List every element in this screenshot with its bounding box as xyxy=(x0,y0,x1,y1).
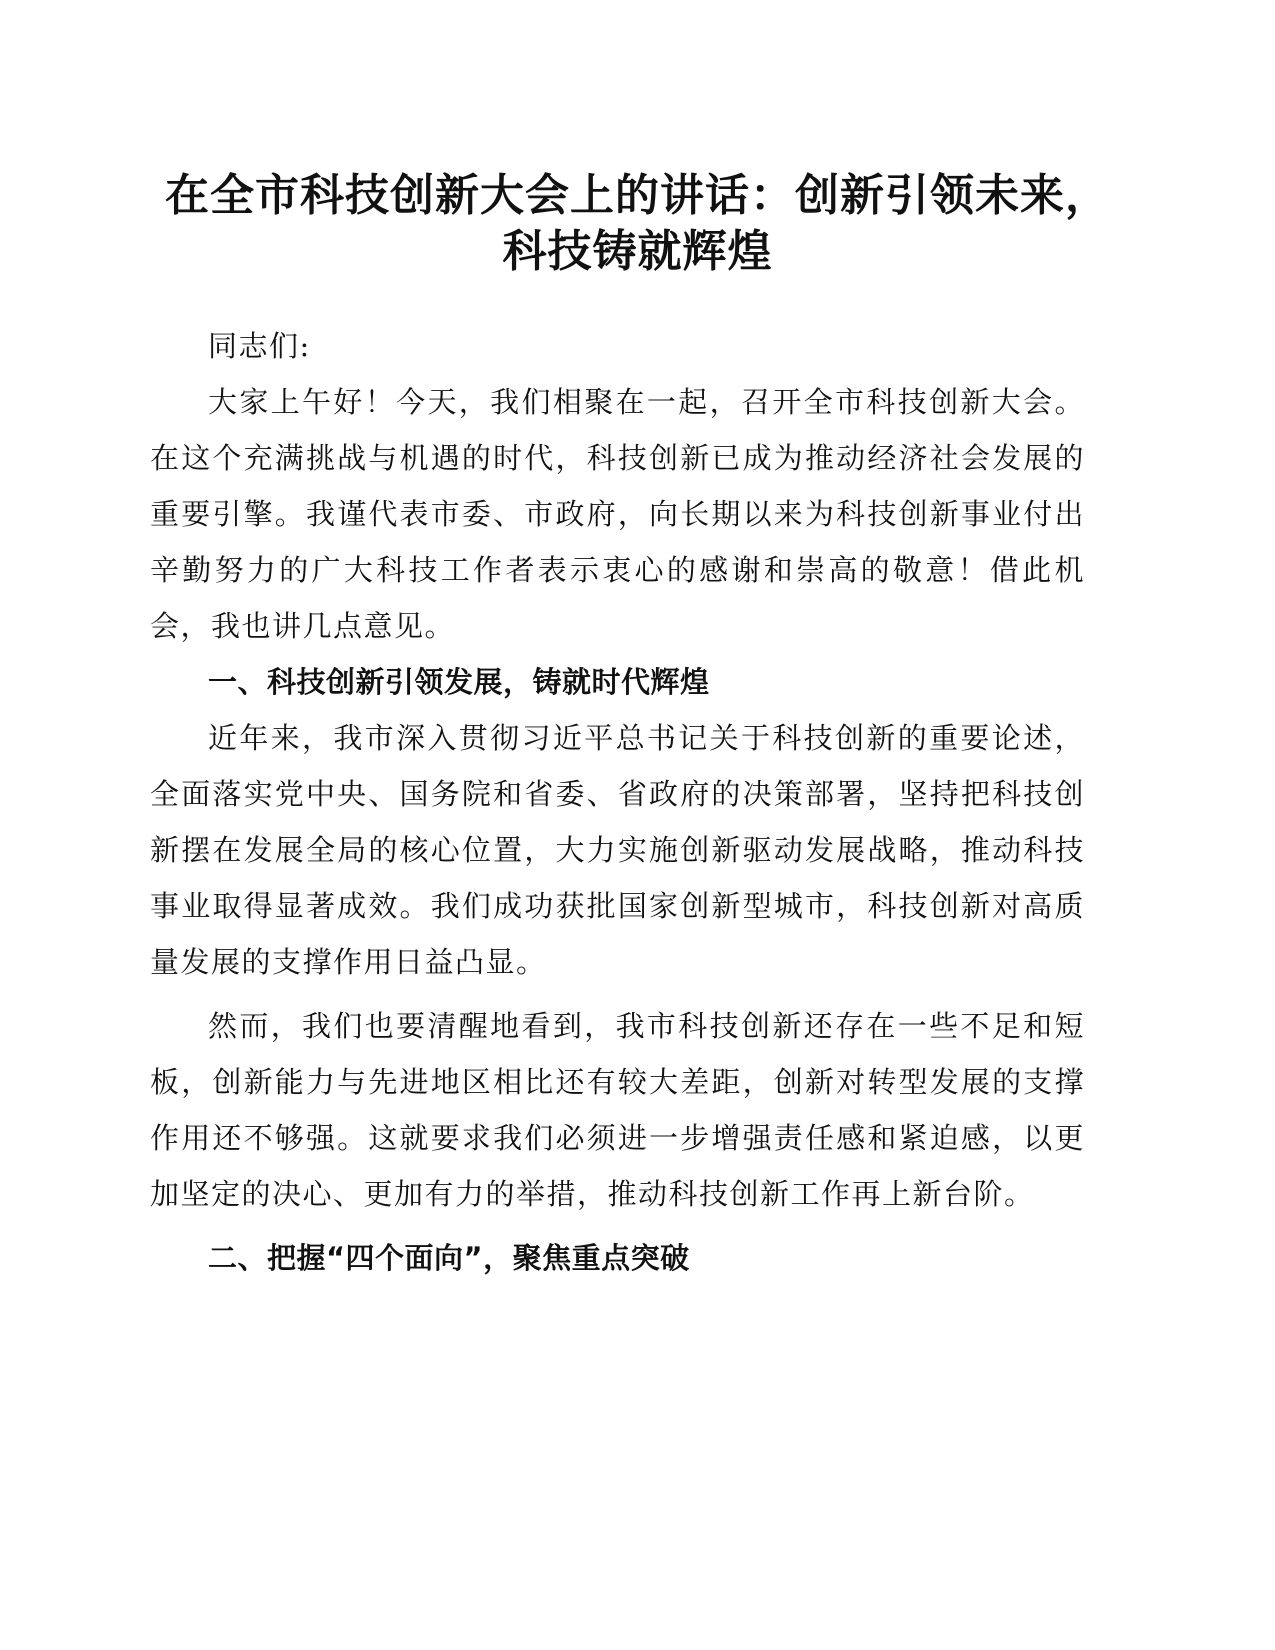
document-body xyxy=(150,318,1085,1286)
paragraph-achievements: 近年来，我市深入贯彻习近平总书记关于科技创新的重要论述，全面落实党中央、国务院和省委、省政府的决策部署，坚持把科技创新摆在发展全局的核心位置，大力实施创新驱动发展战略，推动科技事业取得显著成效。我们成功获批国家创新型城市，科技创新对高质量发展的支撑作用日益凸显。 xyxy=(150,721,1085,979)
section-heading-2: 二、把握“四个面向”，聚焦重点突破 xyxy=(208,1241,690,1275)
document-title: 在全市科技创新大会上的讲话：创新引领未来，科技铸就辉煌 xyxy=(165,170,1110,277)
paragraph-shortcomings: 然而，我们也要清醒地看到，我市科技创新还存在一些不足和短板，创新能力与先进地区相比还有较大差距，创新对转型发展的支撑作用还不够强。这就要求我们必须进一步增强责任感和紧迫感，以更加坚定的决心、更加有力的举措，推动科技创新工作再上新台阶。 xyxy=(150,1009,1085,1211)
salutation: 同志们: xyxy=(208,329,311,363)
section-heading-1: 一、科技创新引领发展，铸就时代辉煌 xyxy=(208,665,710,699)
paragraph-opening: 大家上午好！今天，我们相聚在一起，召开全市科技创新大会。在这个充满挑战与机遇的时代，科技创新已成为推动经济社会发展的重要引擎。我谨代表市委、市政府，向长期以来为科技创新事业付出辛勤努力的广大科技工作者表示衷心的感谢和崇高的敬意！借此机会，我也讲几点意见。 xyxy=(150,385,1085,643)
